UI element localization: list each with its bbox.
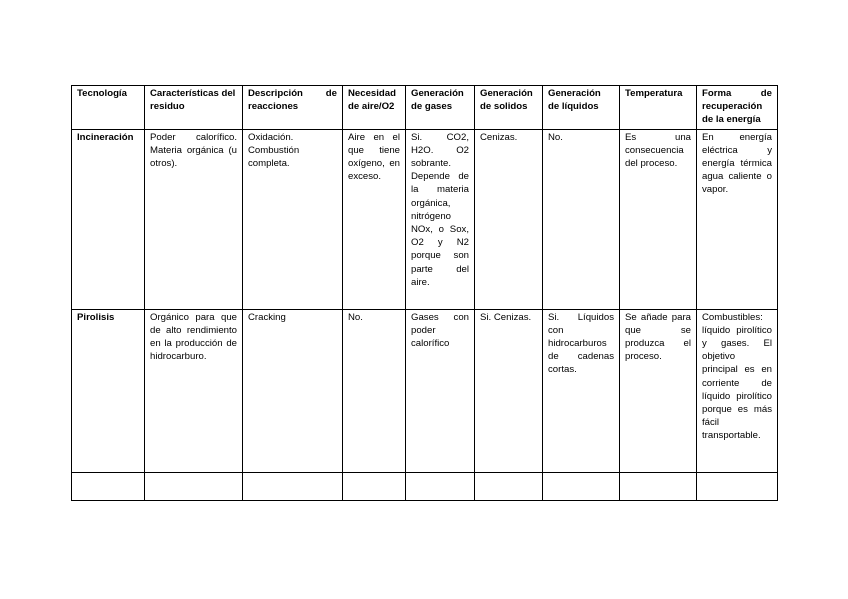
header-liquidos: Generación de líquidos <box>543 86 620 130</box>
cell-gases: Si. CO2, H2O. O2 sobrante. Depende de la materia orgánica, nitrógeno NOx, o Sox, O2 y N2 porque son parte del aire. <box>406 129 475 309</box>
cell-aire: No. <box>343 309 406 472</box>
empty-cell <box>620 472 697 500</box>
cell-liquidos: No. <box>543 129 620 309</box>
header-energia: Forma de recuperación de la energía <box>697 86 778 130</box>
empty-cell <box>406 472 475 500</box>
header-temperatura: Temperatura <box>620 86 697 130</box>
table-row <box>72 129 778 309</box>
header-solidos: Generación de solidos <box>475 86 543 130</box>
cell-energia: Combustibles: líquido pirolítico y gases. El objetivo principal es en corriente de líquido pirolítico porque es más fácil transportable. <box>697 309 778 472</box>
table-row-empty <box>72 472 778 500</box>
cell-caracteristicas: Poder calorífico. Materia orgánica (u otros). <box>145 129 243 309</box>
empty-cell <box>475 472 543 500</box>
empty-cell <box>343 472 406 500</box>
comparison-table <box>71 85 778 501</box>
empty-cell <box>243 472 343 500</box>
table-row <box>72 309 778 472</box>
cell-energia: En energía eléctrica y energía térmica agua caliente o vapor. <box>697 129 778 309</box>
cell-descripcion: Cracking <box>243 309 343 472</box>
cell-tecnologia: Pirolisis <box>72 309 145 472</box>
cell-solidos: Si. Cenizas. <box>475 309 543 472</box>
empty-cell <box>145 472 243 500</box>
cell-temperatura: Es una consecuencia del proceso. <box>620 129 697 309</box>
empty-cell <box>543 472 620 500</box>
cell-liquidos: Si. Líquidos con hidrocarburos de cadenas cortas. <box>543 309 620 472</box>
cell-gases: Gases con poder calorífico <box>406 309 475 472</box>
header-tecnologia: Tecnología <box>72 86 145 130</box>
cell-solidos: Cenizas. <box>475 129 543 309</box>
header-caracteristicas: Características del residuo <box>145 86 243 130</box>
cell-caracteristicas: Orgánico para que de alto rendimiento en la producción de hidrocarburo. <box>145 309 243 472</box>
empty-cell <box>72 472 145 500</box>
cell-temperatura: Se añade para que se produzca el proceso. <box>620 309 697 472</box>
cell-descripcion: Oxidación. Combustión completa. <box>243 129 343 309</box>
cell-tecnologia: Incineración <box>72 129 145 309</box>
empty-cell <box>697 472 778 500</box>
header-aire: Necesidad de aire/O2 <box>343 86 406 130</box>
cell-aire: Aire en el que tiene oxígeno, en exceso. <box>343 129 406 309</box>
header-row <box>72 86 778 130</box>
header-gases: Generación de gases <box>406 86 475 130</box>
header-descripcion: Descripción de reacciones <box>243 86 343 130</box>
